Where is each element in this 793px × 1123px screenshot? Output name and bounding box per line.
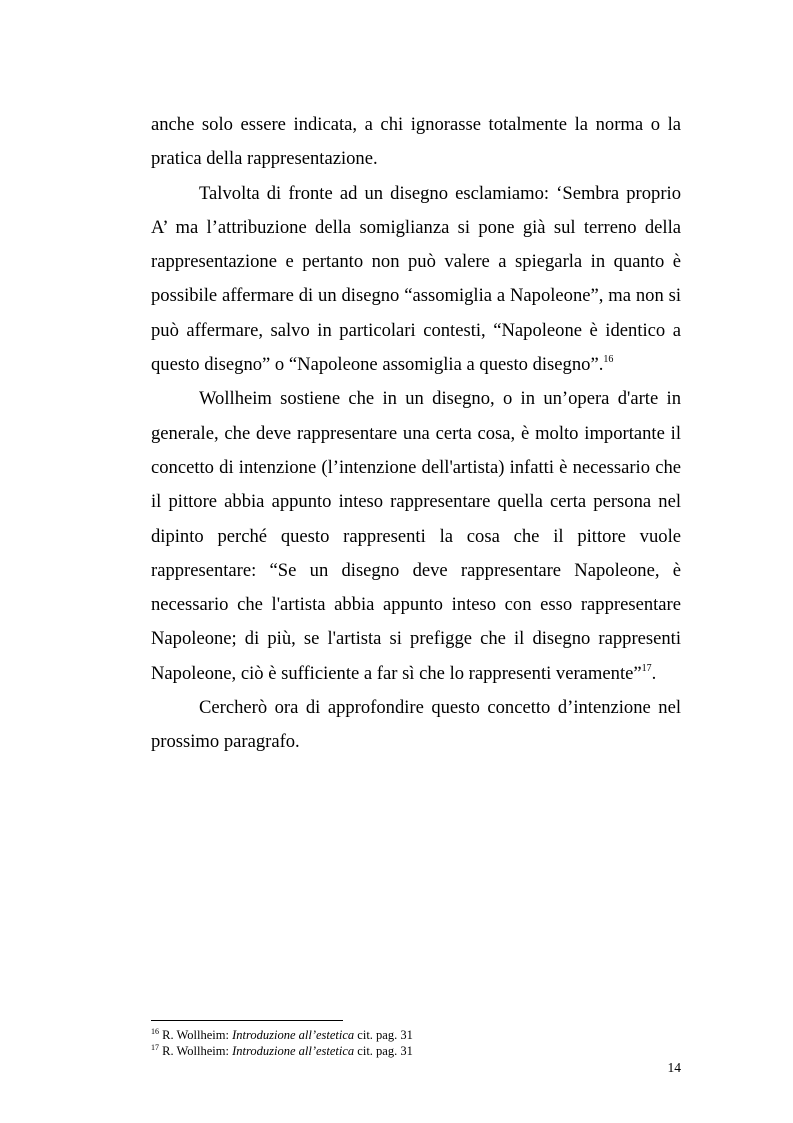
- paragraph-closing: Cercherò ora di approfondire questo concetto d’intenzione nel prossimo paragrafo.: [151, 697, 681, 753]
- footnote-16: [151, 1027, 681, 1043]
- paragraph-wollheim-intention: Wollheim sostiene che in un disegno, o in un’opera d'arte in generale, che deve rappresentare una certa cosa, è molto importante il concetto di intenzione (l’intenzione dell'artista) infatti è necessario che il pittore abbia appunto inteso rappresentare quella certa persona nel dipinto perché questo rappresenti la cosa che il pittore vuole rappresentare: “Se un disegno deve rappresentare Napoleone, è necessario che l'artista abbia appunto inteso con esso rappresentare Napoleone; di più, se l'artista si prefigge che il disegno rappresenti Napoleone, ciò è sufficiente a far sì che lo rappresenti veramente”$^{17}$.: [151, 388, 681, 684]
- footnote-title: Introduzione all’estetica: [232, 1044, 355, 1058]
- footnote-divider: [151, 1020, 343, 1021]
- footnote-citation: cit. pag. 31: [357, 1028, 413, 1042]
- footnote-title: Introduzione all’estetica: [232, 1028, 355, 1042]
- footnotes: [151, 1027, 681, 1059]
- page-number: 14: [667, 1060, 681, 1075]
- paragraph-resemblance: Talvolta di fronte ad un disegno esclamiamo: ‘Sembra proprio A’ ma l’attribuzione della somiglianza si pone già sul terreno della rappresentazione e pertanto non può valere a spiegarla in quanto è possibile affermare di un disegno “assomiglia a Napoleone”, ma non si può affermare, salvo in particolari contesti, “Napoleone è identico a questo disegno” o “Napoleone assomiglia a questo disegno”.$^{16}$: [151, 182, 681, 376]
- footnote-author: R. Wollheim:: [162, 1044, 229, 1058]
- footnote-citation: cit. pag. 31: [357, 1044, 413, 1058]
- footnote-17: [151, 1043, 681, 1059]
- footnote-ref-16[interactable]: 16: [603, 354, 614, 366]
- footnote-number: 17: [151, 1043, 159, 1052]
- footnote-ref-17[interactable]: 17: [641, 662, 652, 674]
- paragraph-continuation: anche solo essere indicata, a chi ignorasse totalmente la norma o la pratica della rappresentazione.: [151, 114, 681, 170]
- footnote-number: 16: [151, 1027, 159, 1036]
- body-text: [151, 108, 681, 760]
- footnote-author: R. Wollheim:: [162, 1028, 229, 1042]
